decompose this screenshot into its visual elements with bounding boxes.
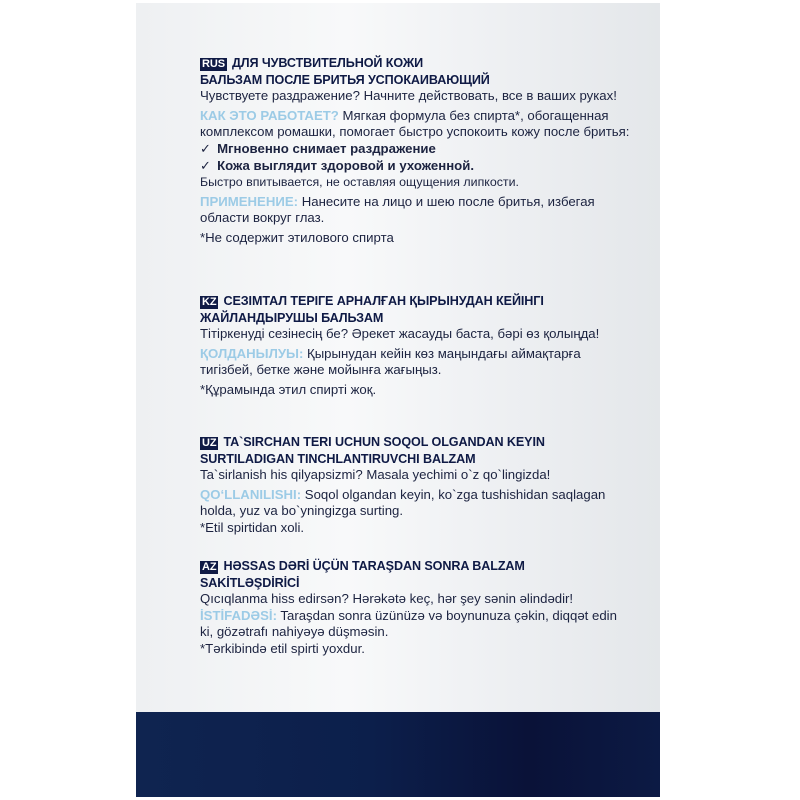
heading [200,558,630,575]
text: Soqol olgandan keyin, ko`zga tushishidan saqlagan holda, yuz va bo`yningizga surting. [200,486,606,519]
navy-band [136,712,660,797]
label: ҚОЛДАНЫЛУЫ: [200,345,304,361]
label: КАК ЭТО РАБОТАЕТ? [200,107,339,123]
usage [200,608,630,641]
section-kz [200,293,630,399]
title-line1: ДЛЯ ЧУВСТВИТЕЛЬНОЙ КОЖИ [231,56,424,70]
benefit-text: Мгновенно снимает раздражение [217,140,436,156]
intro: Чувствуете раздражение? Начните действовать, все в ваших руках! [200,88,617,104]
how-it-works [200,108,630,141]
title-line2: SAKİTLƏŞDİRİCİ [200,575,300,590]
lang-tag: AZ [202,561,217,573]
check-icon: ✓ [200,157,212,173]
heading [200,434,630,451]
intro: Ta`sirlanish his qilyapsizmi? Masala yechimi o`z qo`lingizda! [200,467,551,483]
lang-tag: RUS [202,58,225,70]
section-uz [200,434,630,537]
heading [200,293,630,310]
title-line2: ЖАЙЛАНДЫРУШЫ БАЛЬЗАМ [200,310,384,325]
title-line1: СЕЗІМТАЛ ТЕРІГЕ АРНАЛҒАН ҚЫРЫНУДАН КЕЙІНГІ [223,294,544,308]
lang-tag: UZ [202,437,217,449]
title-line1: HƏSSAS DƏRİ ÜÇÜN TARAŞDAN SONRA BALZAM [223,559,525,573]
lang-tag: KZ [202,296,217,308]
benefit [200,158,630,175]
heading [200,55,630,72]
label: QO‘LLANILISHI: [200,486,302,502]
section-rus [200,55,630,247]
benefit [200,141,630,158]
absorb: Быстро впитывается, не оставляя ощущения липкости. [200,175,519,190]
note: *Не содержит этилового спирта [200,229,394,245]
title-line1: TA`SIRCHAN TERI UCHUN SOQOL OLGANDAN KEYIN [223,435,545,449]
text: Нанесите на лицо и шею после бритья, избегая области вокруг глаз. [200,193,595,226]
benefit-text: Кожа выглядит здоровой и ухоженной. [217,157,474,173]
title-line2: SURTILADIGAN TINCHLANTIRUVCHI BALZAM [200,451,476,466]
note: *Etil spirtidan xoli. [200,519,305,535]
usage [200,487,630,520]
label: ПРИМЕНЕНИЕ: [200,193,299,209]
section-az [200,558,630,658]
text: Мягкая формула без спирта*, обогащенная комплексом ромашки, помогает быстро успокоить кожу после бритья: [200,107,630,140]
check-icon: ✓ [200,140,212,156]
intro: Qıcıqlanma hiss edirsən? Hərəkətə keç, hər şey sənin əlindədir! [200,591,574,607]
usage [200,194,630,227]
text: Қырынудан кейін көз маңындағы аймақтарға тигізбей, бетке және мойынға жағыңыз. [200,345,581,378]
intro: Тітіркенуді сезінесің бе? Әрекет жасауды баста, бәрі өз қолыңда! [200,326,600,342]
note: *Құрамында этил спирті жоқ. [200,381,377,397]
label: İSTİFADƏSİ: [200,607,277,623]
usage [200,346,630,379]
text: Taraşdan sonra üzünüzə və boynunuza çəkin, diqqət edin ki, gözətrafı nahiyəyə düşməsin. [200,607,617,640]
title-line2: БАЛЬЗАМ ПОСЛЕ БРИТЬЯ УСПОКАИВАЮЩИЙ [200,72,490,87]
note: *Tərkibində etil spirti yoxdur. [200,640,365,656]
